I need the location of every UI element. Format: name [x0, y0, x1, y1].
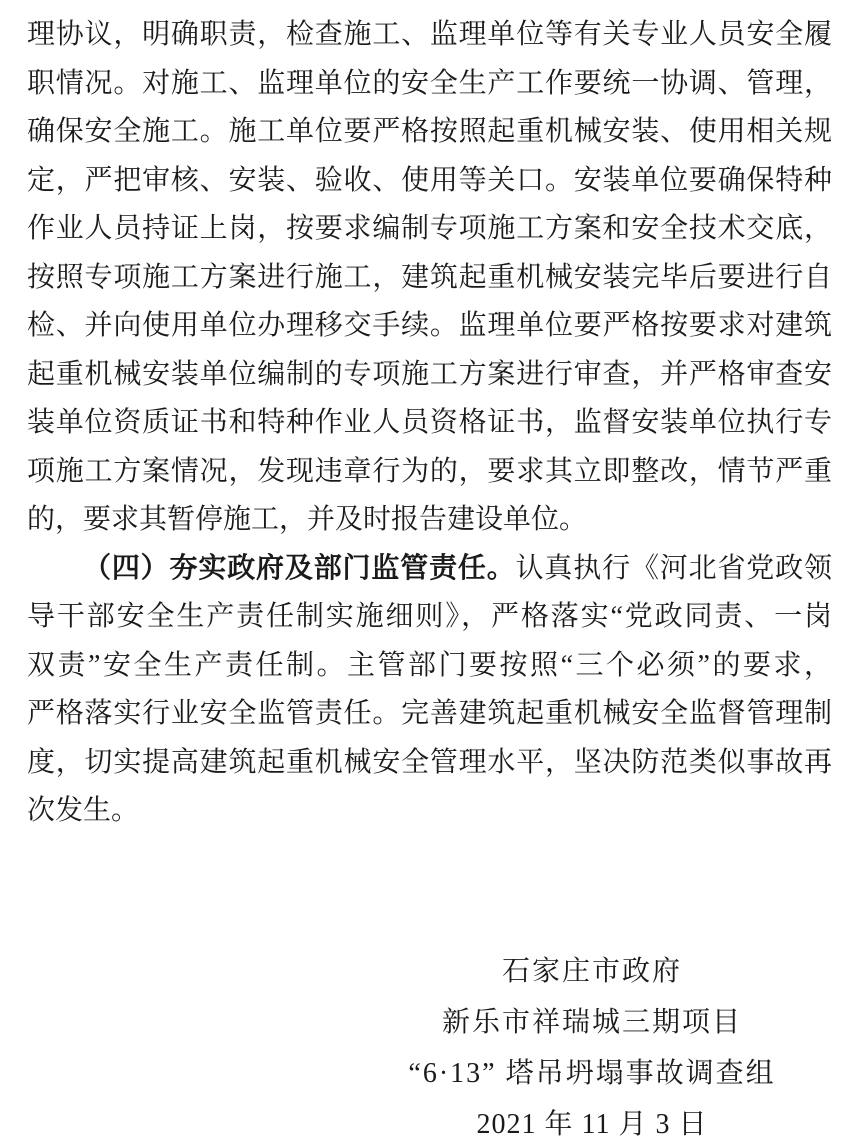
- paragraph-line: 按照专项施工方案进行施工，建筑起重机械安装完毕后要进行自: [27, 261, 832, 293]
- paragraph-line: 双责”安全生产责任制。主管部门要按照“三个必须”的要求，: [27, 649, 832, 681]
- section-heading-line: [27, 545, 832, 594]
- paragraph-line: 职情况。对施工、监理单位的安全生产工作要统一协调、管理，: [27, 67, 832, 99]
- signature-issuer: 石家庄市政府: [501, 955, 682, 987]
- paragraph-line: 检、并向使用单位办理移交手续。监理单位要严格按要求对建筑: [27, 310, 832, 341]
- paragraph-line: 项施工方案情况，发现违章行为的，要求其立即整改，情节严重: [27, 455, 832, 487]
- paragraph-line: 作业人员持证上岗，按要求编制专项施工方案和安全技术交底，: [27, 213, 832, 244]
- paragraph-last-line: 的，要求其暂停施工，并及时报告建设单位。: [27, 504, 588, 535]
- paragraph-line: 定，严把审核、安装、验收、使用等关口。安装单位要确保特种: [27, 164, 832, 196]
- paragraph-line: 严格落实行业安全监管责任。完善建筑起重机械安全监督管理制: [27, 698, 832, 729]
- paragraph-text: 认真执行《河北省党政领: [515, 552, 832, 584]
- signature-date: 2021 年 11 月 3 日: [476, 1108, 708, 1138]
- section-heading: （四）夯实政府及部门监管责任。: [83, 552, 516, 584]
- signature-project: 新乐市祥瑞城三期项目: [441, 1006, 742, 1038]
- signature-block: [382, 946, 802, 1138]
- signature-team: “6·13” 塔吊坍塌事故调查组: [408, 1057, 776, 1089]
- paragraph-line: 理协议，明确职责，检查施工、监理单位等有关专业人员安全履: [27, 19, 832, 50]
- paragraph-line: 导干部安全生产责任制实施细则》，严格落实“党政同责、一岗: [27, 601, 832, 632]
- paragraph-line: 确保安全施工。施工单位要严格按照起重机械安装、使用相关规: [27, 116, 832, 147]
- paragraph-line: 装单位资质证书和特种作业人员资格证书，监督安装单位执行专: [27, 407, 832, 438]
- paragraph-line: 起重机械安装单位编制的专项施工方案进行审查，并严格审查安: [27, 358, 832, 390]
- paragraph-line: 度，切实提高建筑起重机械安全管理水平，坚决防范类似事故再: [27, 746, 832, 778]
- paragraph-last-line: 次发生。: [27, 795, 140, 826]
